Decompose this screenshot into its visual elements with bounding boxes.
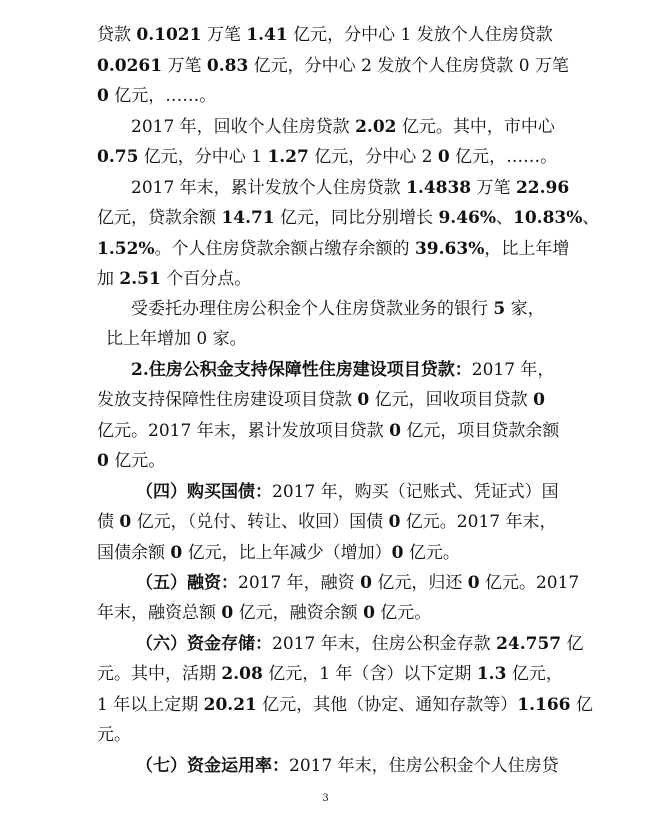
bold-text-segment: （七）资金运用率： <box>136 756 289 776</box>
text-segment: 贷款 <box>97 25 137 45</box>
text-segment: 亿元，分中心 2 <box>308 147 438 167</box>
bold-text-segment: 1.27 <box>267 147 309 167</box>
text-line <box>0 602 651 624</box>
text-segment: 2017 年，购买（记账式、凭证式）国 <box>272 482 559 502</box>
text-segment: 万笔 <box>201 25 247 45</box>
text-segment: 、 <box>496 208 514 228</box>
text-segment: 亿元，其他（协定、通知存款等） <box>256 695 518 715</box>
bold-text-segment: （四）购买国债： <box>136 482 272 502</box>
text-segment: 万笔 <box>471 178 516 198</box>
text-segment: 亿 <box>561 634 584 654</box>
bold-text-segment: 1.41 <box>246 25 288 45</box>
text-segment: 亿元。2017 年末， <box>400 512 557 532</box>
text-segment: 亿元，分中心 1 <box>138 147 268 167</box>
bold-text-segment: 0.1021 <box>136 25 202 45</box>
text-line <box>0 24 651 46</box>
text-segment: 亿元，同比分别增长 <box>274 208 439 228</box>
bold-text-segment: 5 <box>493 299 506 319</box>
text-segment: 2017 年末，累计发放个人住房贷款 <box>131 178 407 198</box>
bold-text-segment: 2.02 <box>355 117 397 137</box>
text-segment: 亿元，（兑付、转让、收回）国债 <box>131 512 389 532</box>
bold-text-segment: 0 <box>221 603 234 623</box>
text-segment: 亿元。 <box>403 543 460 563</box>
bold-text-segment: 1.52% <box>97 239 155 259</box>
bold-text-segment: （五）融资： <box>136 573 238 593</box>
text-segment: 亿元。 <box>374 603 432 623</box>
text-line <box>0 298 651 320</box>
text-segment: 亿元，贷款余额 <box>97 208 222 228</box>
text-segment: 亿元，项目贷款余额 <box>400 421 560 441</box>
bold-text-segment: 2.51 <box>119 269 161 289</box>
bold-text-segment: 1.4838 <box>406 178 472 198</box>
bold-text-segment: 2.08 <box>221 664 263 684</box>
bold-text-segment: 2.住房公积金支持保障性住房建设项目贷款： <box>131 360 472 380</box>
text-segment: 元。其中，活期 <box>97 664 222 684</box>
text-segment: 2017 年末，住房公积金个人住房贷 <box>289 756 559 776</box>
text-line <box>0 177 651 199</box>
text-segment: 发放支持保障性住房建设项目贷款 <box>97 390 358 410</box>
text-segment: 亿元。 <box>108 451 166 471</box>
text-segment: 亿元，分中心 2 发放个人住房贷款 0 万笔 <box>248 56 569 76</box>
text-segment: 亿元，……。 <box>108 86 217 106</box>
text-line <box>0 694 651 716</box>
text-segment: 亿元，归还 <box>371 573 468 593</box>
text-line <box>0 724 651 746</box>
bold-text-segment: 0 <box>389 421 401 441</box>
text-line <box>0 572 651 594</box>
bold-text-segment: 14.71 <box>221 208 275 228</box>
text-segment: 债 <box>97 512 120 532</box>
bold-text-segment: 39.63% <box>414 239 485 259</box>
text-segment: ，比上年增 <box>484 239 570 259</box>
bold-text-segment: 0 <box>467 573 480 593</box>
bold-text-segment: （六）资金存储： <box>136 634 272 654</box>
text-segment: 元。 <box>97 725 131 745</box>
bold-text-segment: 0 <box>357 390 370 410</box>
text-segment: 个百分点。 <box>160 269 252 289</box>
text-line <box>0 511 651 533</box>
bold-text-segment: 0 <box>533 390 545 410</box>
text-line <box>0 450 651 472</box>
text-line <box>0 633 651 655</box>
page-number: 3 <box>322 793 329 804</box>
text-line <box>0 268 651 290</box>
text-line <box>0 55 651 77</box>
text-segment: 亿元，回收项目贷款 <box>369 390 534 410</box>
text-line <box>0 755 651 777</box>
text-line <box>0 389 651 411</box>
bold-text-segment: 0.0261 <box>97 56 163 76</box>
text-segment: 亿元，……。 <box>449 147 558 167</box>
text-line <box>0 85 651 107</box>
text-segment: 亿元， <box>506 664 563 684</box>
text-segment: 国债余额 <box>97 543 171 563</box>
bold-text-segment: 20.21 <box>203 695 257 715</box>
bold-text-segment: 1.3 <box>476 664 507 684</box>
text-segment: 亿元，1 年（含）以下定期 <box>262 664 477 684</box>
text-segment: 2017 年末，住房公积金存款 <box>272 634 497 654</box>
text-segment: 比上年增加 0 家。 <box>106 329 247 349</box>
bold-text-segment: 24.757 <box>496 634 562 654</box>
text-segment: 。个人住房贷款余额占缴存余额的 <box>154 239 415 259</box>
text-line <box>0 542 651 564</box>
text-line <box>0 481 651 503</box>
bold-text-segment: 0 <box>391 543 404 563</box>
text-segment: 受委托办理住房公积金个人住房贷款业务的银行 <box>131 299 494 319</box>
text-segment: 亿元，分中心 1 发放个人住房贷款 <box>287 25 553 45</box>
text-segment: 亿元，融资余额 <box>233 603 364 623</box>
bold-text-segment: 0 <box>97 451 109 471</box>
text-segment: 年末，融资总额 <box>97 603 222 623</box>
bold-text-segment: 0 <box>388 512 401 532</box>
text-segment: 加 <box>97 269 120 289</box>
bold-text-segment: 0.83 <box>206 56 249 76</box>
text-segment: 万笔 <box>162 56 207 76</box>
bold-text-segment: 0 <box>360 573 372 593</box>
text-line <box>0 359 651 381</box>
text-line <box>0 663 651 685</box>
text-segment: 亿元。其中，市中心 <box>396 117 555 137</box>
text-line <box>0 238 651 260</box>
text-segment: 亿元，比上年减少（增加） <box>182 543 392 563</box>
text-line <box>0 146 651 168</box>
bold-text-segment: 1.166 <box>517 695 571 715</box>
text-segment: 家， <box>505 299 545 319</box>
text-line <box>0 328 651 350</box>
text-segment: 亿 <box>570 695 593 715</box>
bold-text-segment: 0.75 <box>97 147 139 167</box>
text-segment: 1 年以上定期 <box>97 695 204 715</box>
text-line <box>0 420 651 442</box>
bold-text-segment: 0 <box>363 603 375 623</box>
bold-text-segment: 0 <box>170 543 183 563</box>
text-segment: 亿元。2017 年末，累计发放项目贷款 <box>97 421 390 441</box>
bold-text-segment: 10.83% <box>513 208 583 228</box>
bold-text-segment: 0 <box>437 147 450 167</box>
text-line <box>0 116 651 138</box>
text-line <box>0 207 651 229</box>
text-segment: 、 <box>582 208 600 228</box>
bold-text-segment: 22.96 <box>515 178 570 198</box>
text-segment: 2017 年， <box>471 360 555 380</box>
text-segment: 2017 年，融资 <box>238 573 361 593</box>
text-segment: 亿元。2017 <box>479 573 580 593</box>
bold-text-segment: 0 <box>97 86 109 106</box>
bold-text-segment: 0 <box>119 512 132 532</box>
bold-text-segment: 9.46% <box>438 208 497 228</box>
text-segment: 2017 年，回收个人住房贷款 <box>131 117 356 137</box>
